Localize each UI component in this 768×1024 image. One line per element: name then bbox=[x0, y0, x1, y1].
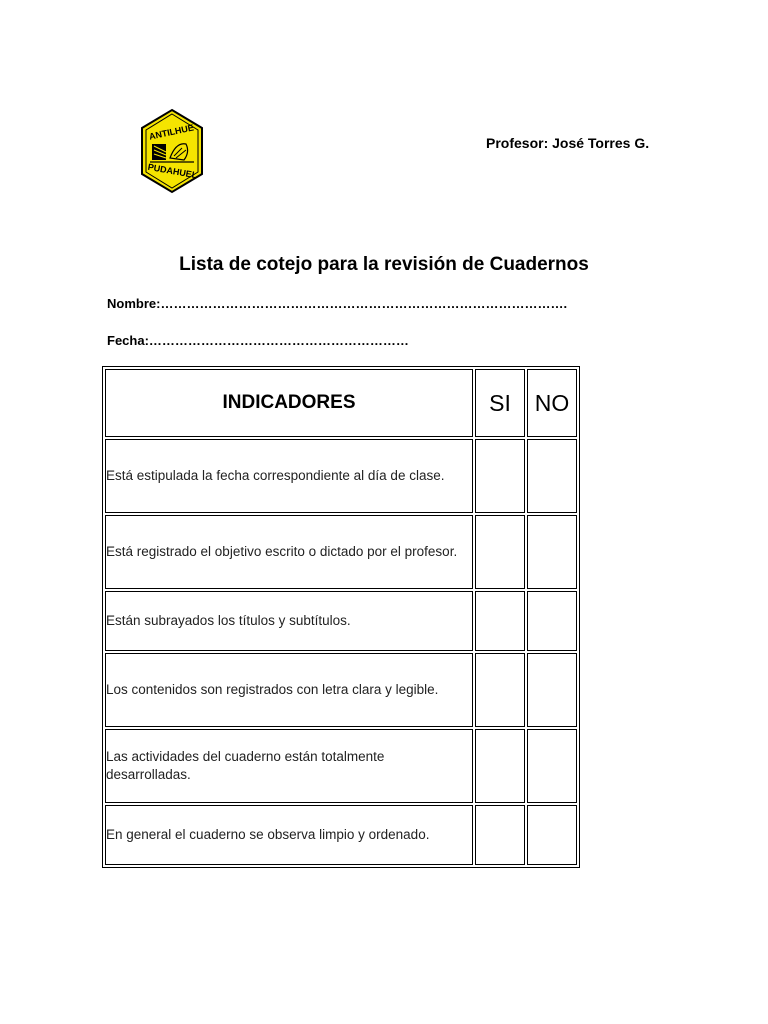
table-row bbox=[105, 515, 577, 589]
table-header-row bbox=[105, 369, 577, 437]
yes-cell[interactable] bbox=[475, 653, 525, 727]
yes-cell[interactable] bbox=[475, 515, 525, 589]
table-row bbox=[105, 439, 577, 513]
school-logo bbox=[140, 108, 204, 194]
no-cell[interactable] bbox=[527, 515, 577, 589]
checklist-table bbox=[102, 366, 580, 868]
indicator-cell: Está estipulada la fecha correspondiente al día de clase. bbox=[105, 439, 473, 513]
yes-cell[interactable] bbox=[475, 729, 525, 803]
no-cell[interactable] bbox=[527, 591, 577, 651]
teacher-name: Profesor: José Torres G. bbox=[486, 135, 650, 151]
no-cell[interactable] bbox=[527, 653, 577, 727]
yes-cell[interactable] bbox=[475, 439, 525, 513]
indicator-cell: Están subrayados los títulos y subtítulos. bbox=[105, 591, 473, 651]
indicator-cell: Los contenidos son registrados con letra clara y legible. bbox=[105, 653, 473, 727]
name-field: Nombre:…………………………………………………………………………………. bbox=[107, 296, 568, 311]
no-cell[interactable] bbox=[527, 439, 577, 513]
yes-header: SI bbox=[475, 369, 525, 437]
logo-top-text: ANTILHUE bbox=[148, 122, 195, 142]
table-row bbox=[105, 729, 577, 803]
no-cell[interactable] bbox=[527, 729, 577, 803]
page-title: Lista de cotejo para la revisión de Cuadernos bbox=[179, 254, 589, 275]
indicator-cell: Las actividades del cuaderno están totalmente desarrolladas. bbox=[105, 729, 473, 803]
indicator-cell: En general el cuaderno se observa limpio y ordenado. bbox=[105, 805, 473, 865]
yes-cell[interactable] bbox=[475, 805, 525, 865]
no-cell[interactable] bbox=[527, 805, 577, 865]
no-header: NO bbox=[527, 369, 577, 437]
logo-bottom-text: PUDAHUEL bbox=[147, 161, 199, 181]
table-row bbox=[105, 653, 577, 727]
indicators-header: INDICADORES bbox=[105, 369, 473, 437]
yes-cell[interactable] bbox=[475, 591, 525, 651]
table-row bbox=[105, 805, 577, 865]
table-row bbox=[105, 591, 577, 651]
date-field: Fecha:…………………………………………………… bbox=[107, 333, 409, 348]
indicator-cell: Está registrado el objetivo escrito o dictado por el profesor. bbox=[105, 515, 473, 589]
